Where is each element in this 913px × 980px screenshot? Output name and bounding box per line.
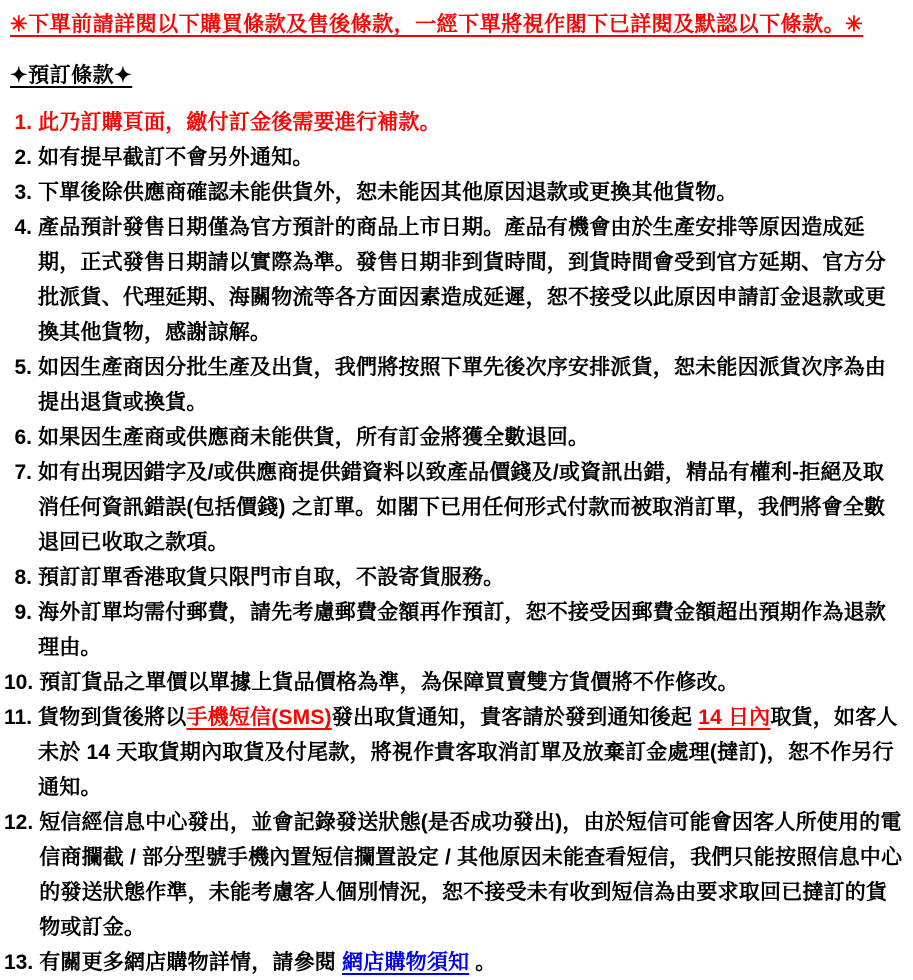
term-text <box>38 210 905 350</box>
term-number: 8. <box>14 566 32 589</box>
term-text <box>39 805 905 945</box>
term-text <box>38 595 905 665</box>
text-segment: 如有提早截訂不會另外通知。 <box>38 146 314 169</box>
term-item-1 <box>4 105 905 140</box>
term-text <box>38 105 905 140</box>
text-segment: 海外訂單均需付郵費，請先考慮郵費金額再作預訂，恕不接受因郵費金額超出預期作為退款理由。 <box>38 601 886 659</box>
term-text <box>38 560 905 595</box>
terms-list <box>4 105 905 980</box>
text-segment: 下單後除供應商確認未能供貨外，恕未能因其他原因退款或更換其他貨物。 <box>38 181 738 204</box>
text-segment: 取貨，如客人未於 14 天取貨期內取貨及付尾款，將視作貴客取消訂單及放棄訂金處理(撻訂)，恕不作另行通知。 <box>38 706 898 799</box>
term-item-4 <box>4 210 905 350</box>
text-segment: 發出取貨通知，貴客請於發到通知後起 <box>331 706 699 729</box>
term-text <box>38 175 905 210</box>
term-item-9 <box>4 595 905 665</box>
text-segment: 此乃訂購頁面，繳付訂金後需要進行補款。 <box>38 111 441 134</box>
term-number: 13. <box>4 951 34 974</box>
term-text <box>38 420 905 455</box>
term-text <box>39 665 905 700</box>
term-number: 3. <box>14 181 32 204</box>
term-number: 9. <box>14 601 32 624</box>
text-segment: 短信經信息中心發出，並會記錄發送狀態(是否成功發出)，由於短信可能會因客人所使用的電信商攔截 / 部分型號手機內置短信攔置設定 / 其他原因未能查看短信，我們只能按照信息中心的發送狀態作準，未能考慮客人個別情況，恕不接受未有收到短信為由要求取回已撻訂的貨物或訂金。 <box>39 811 903 939</box>
section-heading: ✦預訂條款✦ <box>10 64 133 87</box>
term-number: 4. <box>14 216 32 239</box>
term-item-6 <box>4 420 905 455</box>
text-segment: 有關更多網店購物詳情，請參閱 <box>39 951 343 974</box>
text-segment: 產品預計發售日期僅為官方預計的商品上市日期。產品有機會由於生產安排等原因造成延期，正式發售日期請以實際為準。發售日期非到貨時間，到貨時間會受到官方延期、官方分批派貨、代理延期、海關物流等各方面因素造成延遲，恕不接受以此原因申請訂金退款或更換其他貨物，感謝諒解。 <box>38 216 886 344</box>
term-text <box>38 350 905 420</box>
term-item-13 <box>4 945 905 980</box>
term-number: 11. <box>4 706 33 729</box>
term-item-8 <box>4 560 905 595</box>
text-segment: 。 <box>469 951 497 974</box>
term-item-2 <box>4 140 905 175</box>
pickup-deadline-highlight: 14 日內 <box>698 706 771 729</box>
term-number: 1. <box>14 111 32 134</box>
term-item-7 <box>4 455 905 560</box>
term-number: 7. <box>14 461 32 484</box>
term-item-11 <box>4 700 905 805</box>
text-segment: 貨物到貨後將以 <box>38 706 187 729</box>
text-segment: 如有出現因錯字及/或供應商提供錯資料以致產品價錢及/或資訊出錯，精品有權利-拒絕及取消任何資訊錯誤(包括價錢) 之訂單。如閣下已用任何形式付款而被取消訂單，我們將會全數退回已收取之款項。 <box>38 461 886 554</box>
term-number: 6. <box>14 426 32 449</box>
term-number: 12. <box>4 811 34 834</box>
term-item-12 <box>4 805 905 945</box>
term-text <box>39 945 905 980</box>
term-number: 10. <box>4 671 34 694</box>
page-title: ✳下單前請詳閱以下購買條款及售後條款，一經下單將視作閣下已詳閱及默認以下條款。✳ <box>10 13 864 36</box>
sms-notice-highlight: 手機短信(SMS) <box>186 706 332 729</box>
term-item-3 <box>4 175 905 210</box>
term-item-10 <box>4 665 905 700</box>
term-number: 5. <box>14 356 32 379</box>
text-segment: 預訂貨品之單價以單據上貨品價格為準，為保障買賣雙方貨價將不作修改。 <box>39 671 739 694</box>
text-segment: 如因生產商因分批生產及出貨，我們將按照下單先後次序安排派貨，恕未能因派貨次序為由提出退貨或換貨。 <box>38 356 886 414</box>
term-text <box>38 700 905 805</box>
term-number: 2. <box>14 146 32 169</box>
text-segment: 如果因生產商或供應商未能供貨，所有訂金將獲全數退回。 <box>38 426 590 449</box>
term-text <box>38 140 905 175</box>
text-segment: 預訂訂單香港取貨只限門市自取，不設寄貨服務。 <box>38 566 505 589</box>
store-shopping-guide-link[interactable]: 網店購物須知 <box>342 951 470 974</box>
term-text <box>38 455 905 560</box>
term-item-5 <box>4 350 905 420</box>
